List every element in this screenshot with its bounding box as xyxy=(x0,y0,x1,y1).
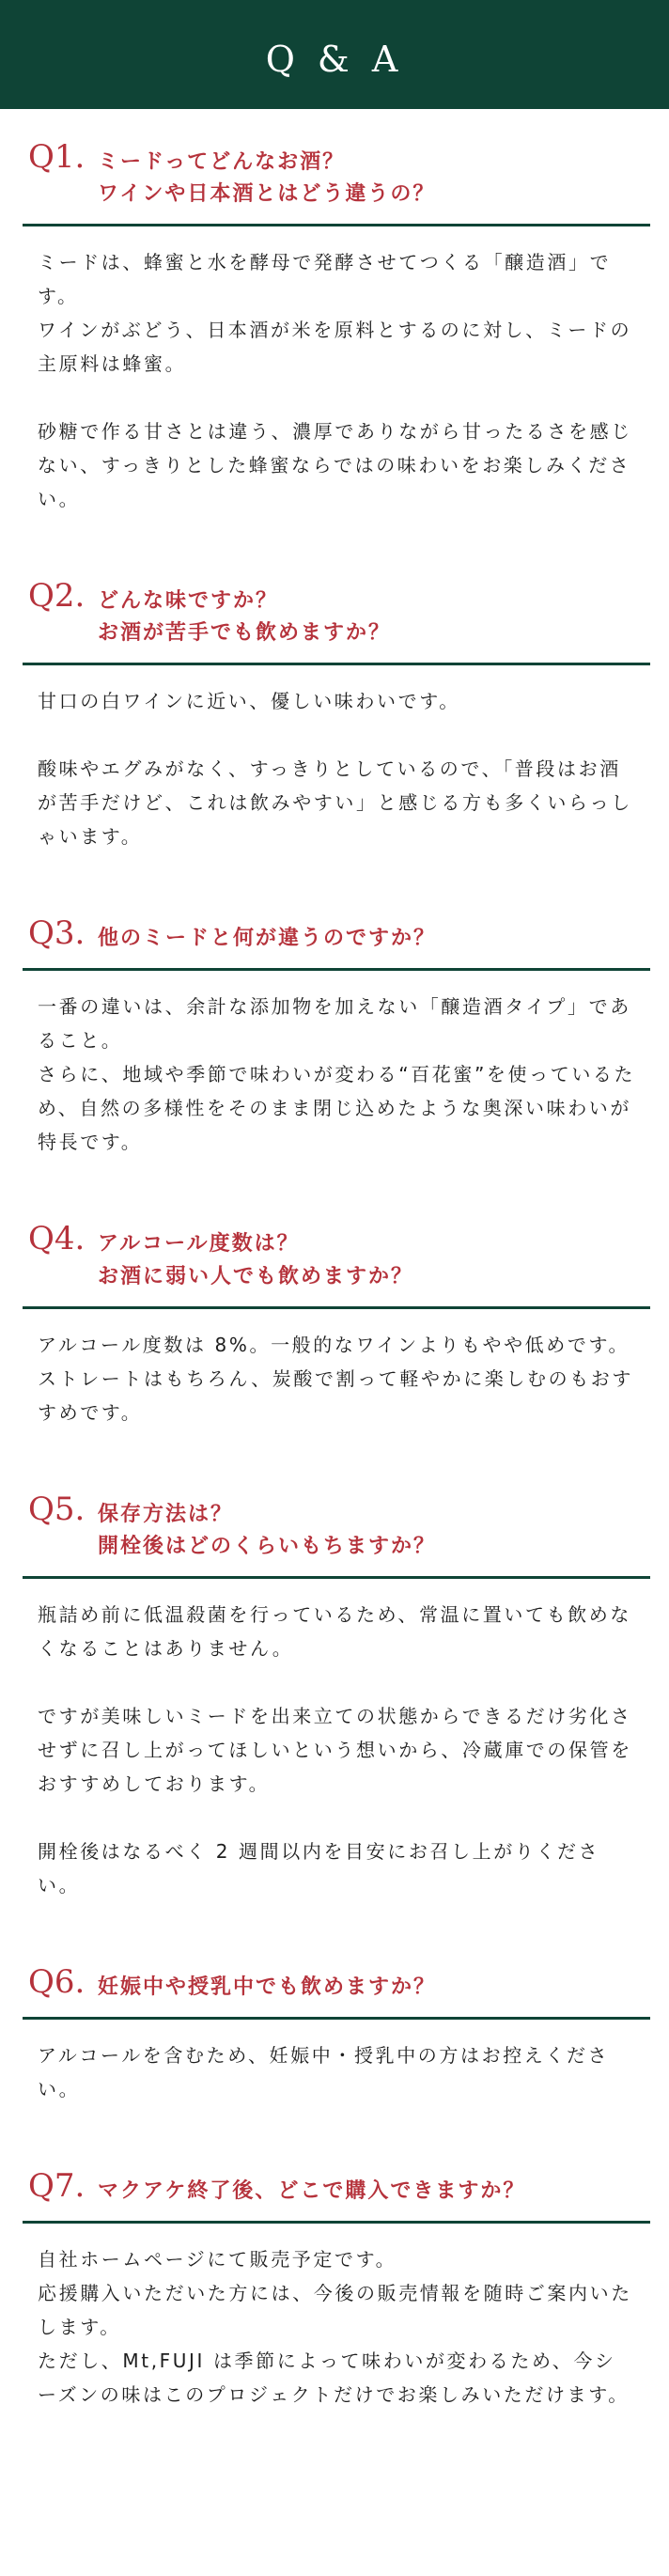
answer-line: ただし、Mt,FUJI は季節によって味わいが変わるため、今シーズンの味はこのプロジェクトだけでお楽しみいただけます。 xyxy=(38,2350,630,2407)
qa-item xyxy=(23,138,650,516)
answer xyxy=(23,1309,650,1429)
answer-line: ミードは、蜂蜜と水を酵母で発酵させてつくる「醸造酒」です。 xyxy=(38,251,612,308)
answer-line: 一番の違いは、余計な添加物を加えない「醸造酒タイプ」であること。 xyxy=(38,995,631,1053)
question-number: Q6. xyxy=(28,1962,86,2001)
answer-line: 応援購入いただいた方には、今後の販売情報を随時ご案内いたします。 xyxy=(38,2282,632,2339)
answer-line: 瓶詰め前に低温殺菌を行っているため、常温に置いても飲めなくなることはありません。 xyxy=(38,1602,631,1660)
answer xyxy=(23,2020,650,2106)
qa-item xyxy=(23,914,650,1159)
qa-item xyxy=(23,1962,650,2106)
answer-line: アルコール度数は 8%。一般的なワインよりもやや低めです。 xyxy=(38,1333,630,1356)
answer-line: 甘口の白ワインに近い、優しい味わいです。 xyxy=(38,690,460,713)
question-line: お酒が苦手でも飲めますか？ xyxy=(98,621,392,646)
question xyxy=(23,1962,650,2017)
question-number: Q7. xyxy=(28,2166,86,2205)
question xyxy=(23,1220,650,1305)
question-text xyxy=(98,917,436,955)
question xyxy=(23,577,650,663)
answer-line: ストレートはもちろん、炭酸で割って軽やかに楽しむのもおすすめです。 xyxy=(38,1366,633,1424)
question-text xyxy=(98,1966,436,2004)
question-text xyxy=(98,1223,413,1292)
question-text xyxy=(98,141,435,211)
answer xyxy=(23,971,650,1159)
question xyxy=(23,1490,650,1576)
question-text xyxy=(98,1493,436,1563)
paragraph-gap xyxy=(38,1665,637,1699)
qa-item xyxy=(23,1490,650,1902)
question-line: お酒に弱い人でも飲めますか？ xyxy=(98,1264,414,1288)
question-text xyxy=(98,2170,525,2208)
question-number: Q2. xyxy=(28,577,86,616)
answer-line: ですが美味しいミードを出来立ての状態からできるだけ劣化させずに召し上がってほしいという想いから、冷蔵庫での保管をおすすめしております。 xyxy=(38,1704,632,1795)
question-line: 保存方法は？ xyxy=(98,1502,234,1526)
question xyxy=(23,2166,650,2221)
question-number: Q3. xyxy=(28,914,86,953)
answer xyxy=(23,2224,650,2412)
question-line: 開栓後はどのくらいもちますか？ xyxy=(98,1534,437,1558)
answer xyxy=(23,1579,650,1902)
question-line: ワインや日本酒とはどう違うの？ xyxy=(98,182,436,207)
answer-line: ワインがぶどう、日本酒が米を原料とするのに対し、ミードの主原料は蜂蜜。 xyxy=(38,319,632,376)
answer-line: アルコールを含むため、妊娠中・授乳中の方はお控えください。 xyxy=(38,2043,610,2100)
answer xyxy=(23,226,650,516)
question-line: ミードってどんなお酒？ xyxy=(98,150,346,174)
question-line: アルコール度数は？ xyxy=(98,1232,300,1257)
answer-line: 酸味やエグみがなく、すっきりとしているので、「普段はお酒が苦手だけど、これは飲みやすい」と感じる方も多くいらっしゃいます。 xyxy=(38,757,632,849)
question-line: 他のミードと何が違うのですか？ xyxy=(98,927,437,951)
answer-line: 砂糖で作る甘さとは違う、濃厚でありながら甘ったるさを感じない、すっきりとした蜂蜜ならではの味わいをお楽しみください。 xyxy=(38,420,632,511)
answer-line: さらに、地域や季節で味わいが変わる“百花蜜”を使っているため、自然の多様性をそのまま閉じ込めたような奥深い味わいが特長です。 xyxy=(38,1063,636,1154)
answer-line: 自社ホームページにて販売予定です。 xyxy=(38,2248,397,2272)
qa-list xyxy=(0,109,669,2412)
question-number: Q4. xyxy=(28,1220,86,1258)
answer xyxy=(23,665,650,853)
header-banner xyxy=(0,0,669,109)
question-number: Q1. xyxy=(28,138,86,176)
question-line: マクアケ終了後、どこで購入できますか？ xyxy=(98,2178,526,2203)
paragraph-gap xyxy=(38,381,637,414)
paragraph-gap xyxy=(38,718,637,752)
qa-item xyxy=(23,577,650,853)
page-title: Q & A xyxy=(265,39,404,80)
qa-item xyxy=(23,2166,650,2412)
question-number: Q5. xyxy=(28,1490,86,1528)
question-line: どんな味ですか？ xyxy=(98,589,279,614)
question-text xyxy=(98,580,391,649)
answer-line: 開栓後はなるべく 2 週間以内を目安にお召し上がりください。 xyxy=(38,1839,600,1897)
question-line: 妊娠中や授乳中でも飲めますか？ xyxy=(98,1975,437,1999)
question xyxy=(23,138,650,224)
paragraph-gap xyxy=(38,1801,637,1834)
qa-item xyxy=(23,1220,650,1429)
question xyxy=(23,914,650,968)
